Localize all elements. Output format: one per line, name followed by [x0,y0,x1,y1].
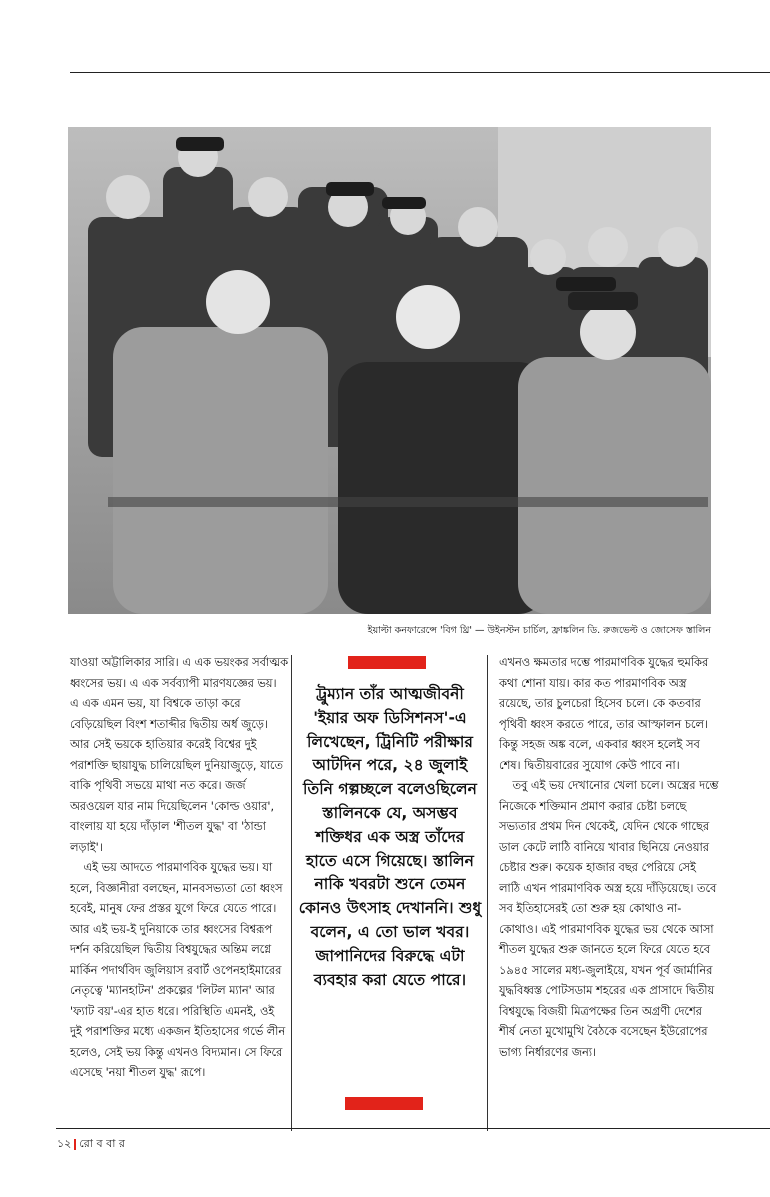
photo-illustration [68,127,711,614]
left-paragraph: যাওয়া অট্টালিকার সারি। এ এক ভয়ংকর সর্বাত্মক ধ্বংসের ভয়। এ এক সর্বব্যাপী মারণযজ্ঞের ভয়। এ এক এমন ভয়, যা বিশ্বকে তাড়া করে বেড়িয়েছিল বিংশ শতাব্দীর দ্বিতীয় অর্ধ জুড়ে। আর সেই ভয়কে হাতিয়ার করেই বিশ্বের দুই পরাশক্তি ছায়াযুদ্ধ চালিয়েছিল দুনিয়াজুড়ে, যাতে বাকি পৃথিবী সভয়ে মাথা নত করে। জর্জ অরওয়েল যার নাম দিয়েছিলেন 'কোল্ড ওয়ার', বাংলায় যা হয়ে দাঁড়াল 'শীতল যুদ্ধ' বা 'ঠান্ডা লড়াই'। [70,656,288,854]
section-name: রো ব বা র [79,1137,125,1150]
bottom-rule [56,1128,770,1129]
top-rule [70,72,770,73]
left-column [70,653,288,1084]
folio [57,1135,125,1154]
pull-quote-bottom-bar [345,1097,423,1110]
historical-photo [68,127,711,614]
photo-caption: ইয়াল্টা কনফারেন্সে 'বিগ থ্রি' — উইনস্টন চার্চিল, ফ্রাঙ্কলিন ডি. রুজভেল্ট ও জোসেফ স্তালিন [367,625,711,636]
right-paragraph: এখনও ক্ষমতার দম্ভে পারমাণবিক যুদ্ধের হুমকির কথা শোনা যায়। কার কত পারমাণবিক অস্ত্র রয়েছে, তার চুলচেরা হিসেব চলে। কে কতবার পৃথিবী ধ্বংস করতে পারে, তার আস্ফালন চলে। কিন্তু সহজ অঙ্ক বলে, একবার ধ্বংস হলেই সব শেষ। দ্বিতীয়বারের সুযোগ কেউ পাবে না। [499,656,709,772]
right-paragraph: তবু এই ভয় দেখানোর খেলা চলে। অস্ত্রের দম্ভে নিজেকে শক্তিমান প্রমাণ করার চেষ্টা চলছে সভ্যতার প্রথম দিন থেকেই, যেদিন থেকে গাছের ডাল কেটে লাঠি বানিয়ে খাবার ছিনিয়ে নেওয়ার চেষ্টার শুরু। কয়েক হাজার বছর পেরিয়ে সেই লাঠি এখন পারমাণবিক অস্ত্র হয়ে দাঁড়িয়েছে। তবে সব ইতিহাসেরই তো শুরু হয় কোথাও না-কোথাও। এই পারমাণবিক যুদ্ধের ভয় থেকে আসা শীতল যুদ্ধের শুরু জানতে হলে ফিরে যেতে হবে ১৯৪৫ সালের মধ্য-জুলাইয়ে, যখন পূর্ব জার্মানির যুদ্ধবিধ্বস্ত পোটসডাম শহরের এক প্রাসাদে দ্বিতীয় বিশ্বযুদ্ধে বিজয়ী মিত্রপক্ষের তিন অগ্রণী দেশের শীর্ষ নেতা মুখোমুখি বৈঠকে বসেছেন ইউরোপের ভাগ্য নির্ধারণের জন্য। [499,779,719,1059]
pull-quote-top-bar [348,656,426,669]
page-number: ১২ [57,1137,72,1150]
column-divider [487,655,488,1131]
left-paragraph: এই ভয় আদতে পারমাণবিক যুদ্ধের ভয়। যা হলে, বিজ্ঞানীরা বলছেন, মানবসভ্যতা তো ধ্বংস হবেই, মানুষ ফের প্রস্তর যুগে ফিরে যেতে পারে। আর এই ভয়-ই দুনিয়াকে তার ধ্বংসের বিশ্বরূপ দর্শন করিয়েছিল দ্বিতীয় বিশ্বযুদ্ধের অন্তিম লগ্নে মার্কিন পদার্থবিদ জুলিয়াস রবার্ট ওপেনহাইমারের নেতৃত্বে 'ম্যানহাটন' প্রকল্পের 'লিটল ম্যান' আর 'ফ্যাট বয়'-এর হাত ধরে। পরিস্থিতি এমনই, ওই দুই পরাশক্তির মধ্যে একজন ইতিহাসের গর্ভে লীন হলেও, সেই ভয় কিন্তু এখনও বিদ্যমান। সে ফিরে এসেছে 'নয়া শীতল যুদ্ধ' রূপে। [70,861,286,1079]
pull-quote: ট্রুম্যান তাঁর আত্মজীবনী 'ইয়ার অফ ডিসিশনস'-এ লিখেছেন, ট্রিনিটি পরীক্ষার আটদিন পরে, ২৪ জুলাই তিনি গল্পচ্ছলে বলেওছিলেন স্তালিনকে যে, অসম্ভব শক্তিধর এক অস্ত্র তাঁদের হাতে এসে গিয়েছে। স্তালিন নাকি খবরটা শুনে তেমন কোনও উৎসাহ দেখাননি। শুধু বলেন, এ তো ভাল খবর। জাপানিদের বিরুদ্ধে এটা ব্যবহার করা যেতে পারে। [298,685,482,989]
folio-divider [74,1139,76,1150]
column-divider [291,655,292,1131]
right-column [499,653,719,1063]
